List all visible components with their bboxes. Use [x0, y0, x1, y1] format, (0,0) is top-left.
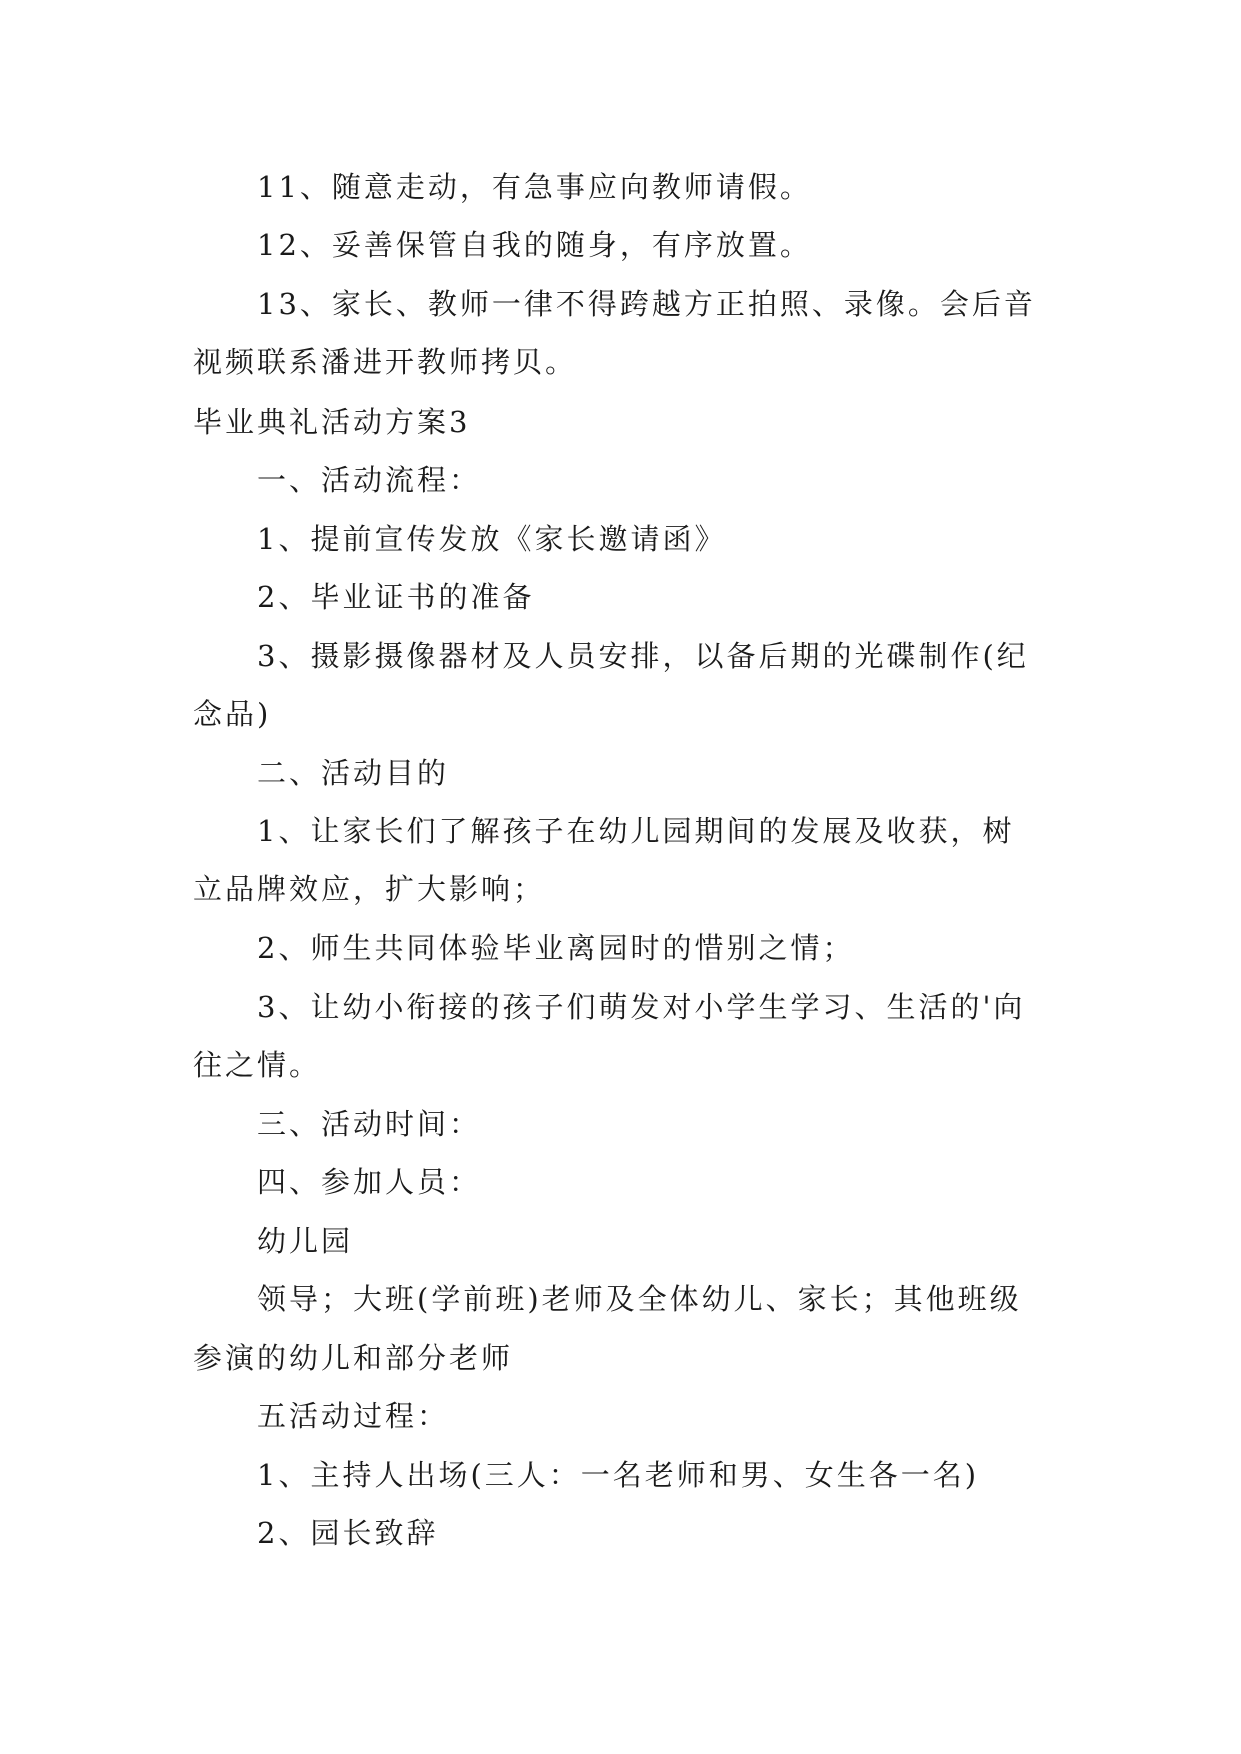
- text-line: 领导；大班(学前班)老师及全体幼儿、家长；其他班级: [257, 1282, 1022, 1316]
- text-line: 2、师生共同体验毕业离园时的惜别之情；: [257, 931, 855, 965]
- text-line: 念品): [193, 697, 272, 731]
- text-line: 立品牌效应，扩大影响；: [193, 872, 546, 906]
- text-line: 幼儿园: [257, 1224, 354, 1258]
- text-line: 五活动过程：: [257, 1399, 450, 1433]
- text-line: 1、提前宣传发放《家长邀请函》: [257, 522, 727, 556]
- text-line: 往之情。: [193, 1048, 322, 1082]
- text-line: 三、活动时间：: [257, 1107, 482, 1141]
- text-line: 2、毕业证书的准备: [257, 580, 535, 614]
- text-line: 视频联系潘进开教师拷贝。: [193, 345, 578, 379]
- text-line: 3、让幼小衔接的孩子们萌发对小学生学习、生活的'向: [257, 990, 1026, 1024]
- text-line: 1、主持人出场(三人：一名老师和男、女生各一名): [257, 1458, 980, 1492]
- text-line: 2、园长致辞: [257, 1516, 439, 1550]
- text-line: 13、家长、教师一律不得跨越方正拍照、录像。会后音: [257, 287, 1036, 321]
- text-line: 参演的幼儿和部分老师: [193, 1341, 514, 1375]
- text-line: 二、活动目的: [257, 756, 450, 790]
- text-line: 11、随意走动，有急事应向教师请假。: [257, 170, 812, 204]
- text-line: 3、摄影摄像器材及人员安排，以备后期的光碟制作(纪: [257, 639, 1029, 673]
- section-heading: 毕业典礼活动方案3: [193, 405, 471, 439]
- text-line: 四、参加人员：: [257, 1165, 482, 1199]
- text-line: 12、妥善保管自我的随身，有序放置。: [257, 228, 812, 262]
- text-line: 1、让家长们了解孩子在幼儿园期间的发展及收获，树: [257, 814, 1015, 848]
- text-line: 一、活动流程：: [257, 463, 482, 497]
